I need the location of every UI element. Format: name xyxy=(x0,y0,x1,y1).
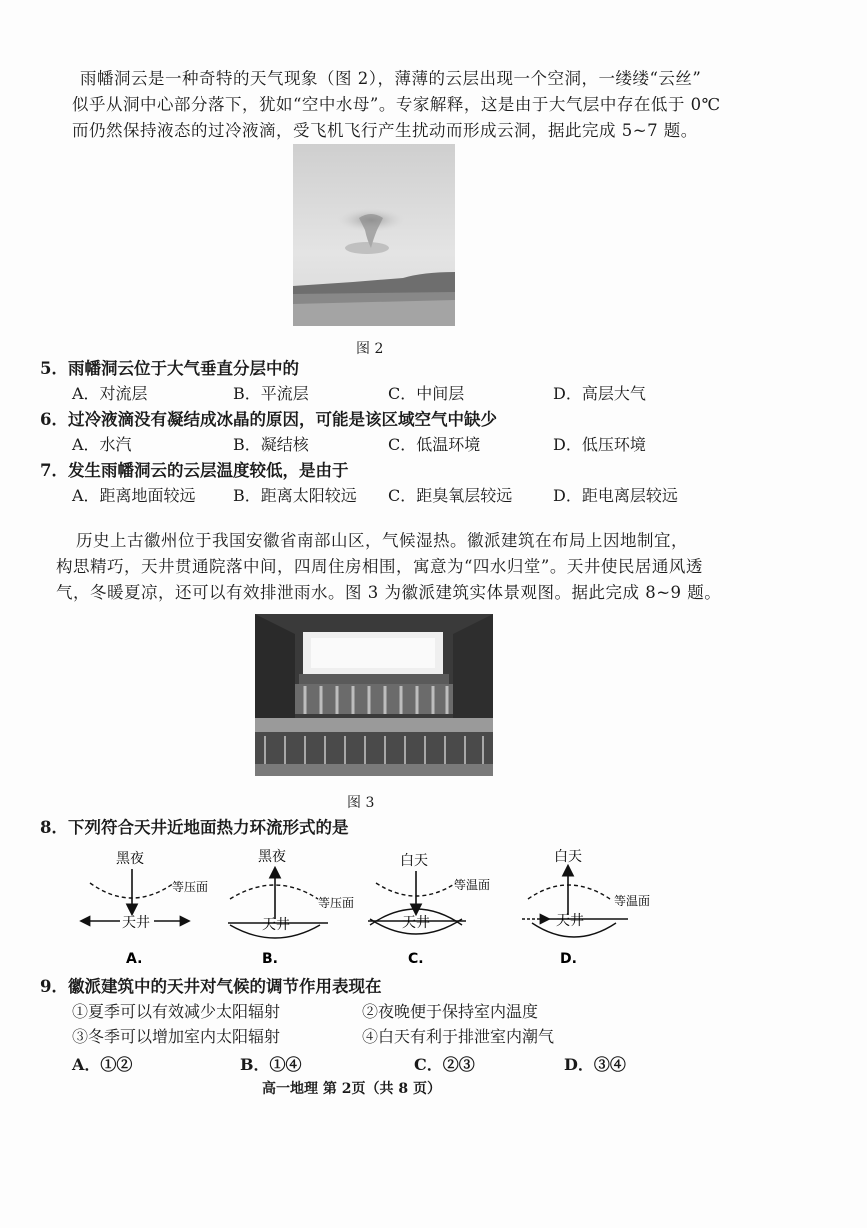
q5-option-a[interactable]: A．对流层 xyxy=(72,384,148,403)
q8-b-surface-label: 等压面 xyxy=(318,896,355,910)
q8-c-surface-label: 等温面 xyxy=(454,878,491,892)
q6-option-c[interactable]: C．低温环境 xyxy=(388,435,481,454)
q8-a-well-label: 天井 xyxy=(122,915,150,931)
q6-option-d[interactable]: D．低压环境 xyxy=(553,435,646,454)
question-5-stem: 5．雨幡洞云位于大气垂直分层中的 xyxy=(40,359,299,378)
q7-option-b[interactable]: B．距离太阳较远 xyxy=(233,486,357,505)
passage-1-line-1: 雨幡洞云是一种奇特的天气现象（图 2），薄薄的云层出现一个空洞，一缕缕“云丝” xyxy=(80,69,702,88)
q5-option-c[interactable]: C．中间层 xyxy=(388,384,465,403)
q7-option-c[interactable]: C．距臭氧层较远 xyxy=(388,486,513,505)
q9-option-a[interactable]: A．①② xyxy=(72,1055,133,1074)
passage-2 xyxy=(56,528,846,606)
q9-option-b[interactable]: B．①④ xyxy=(240,1055,302,1074)
q6-option-b[interactable]: B．凝结核 xyxy=(233,435,309,454)
q8-diagrams xyxy=(70,843,700,968)
q6-option-a[interactable]: A．水汽 xyxy=(72,435,132,454)
question-7-stem: 7．发生雨幡洞云的云层温度较低，是由于 xyxy=(40,461,349,480)
q8-diagram-b[interactable] xyxy=(228,849,354,967)
passage-2-line-2: 构思精巧，天井贯通院落中间，四周住房相围，寓意为“四水归堂”。天井使民居通风透 xyxy=(56,557,703,576)
q9-statement-4: ④白天有利于排泄室内潮气 xyxy=(362,1027,555,1046)
q8-a-time-label: 黑夜 xyxy=(116,851,144,867)
q7-option-d[interactable]: D．距电离层较远 xyxy=(553,486,678,505)
q8-b-letter: B. xyxy=(262,951,278,967)
figure-3-courtyard-photo xyxy=(255,614,493,776)
q5-option-b[interactable]: B．平流层 xyxy=(233,384,309,403)
question-9-stem: 9．徽派建筑中的天井对气候的调节作用表现在 xyxy=(40,977,382,996)
q8-diagram-d[interactable] xyxy=(522,849,650,967)
q8-b-well-label: 天井 xyxy=(262,917,290,933)
passage-1-line-2: 似乎从洞中心部分落下，犹如“空中水母”。专家解释，这是由于大气层中存在低于 0℃ xyxy=(72,95,721,114)
q5-option-d[interactable]: D．高层大气 xyxy=(553,384,646,403)
q8-d-well-label: 天井 xyxy=(556,913,584,929)
q8-c-well-label: 天井 xyxy=(402,915,430,931)
passage-1-line-3: 而仍然保持液态的过冷液滴，受飞机飞行产生扰动而形成云洞，据此完成 5~7 题。 xyxy=(72,121,698,140)
figure-2-cloud-photo xyxy=(293,144,455,326)
q7-option-a[interactable]: A．距离地面较远 xyxy=(72,486,196,505)
passage-2-line-1: 历史上古徽州位于我国安徽省南部山区，气候湿热。徽派建筑在布局上因地制宜， xyxy=(76,531,688,550)
passage-1 xyxy=(72,66,832,144)
q8-diagram-a[interactable] xyxy=(82,851,208,967)
q8-d-time-label: 白天 xyxy=(554,849,582,865)
q9-option-c[interactable]: C．②③ xyxy=(414,1055,475,1074)
q8-b-time-label: 黑夜 xyxy=(258,849,286,865)
figure-3-caption: 图 3 xyxy=(347,795,375,811)
q9-statement-2: ②夜晚便于保持室内温度 xyxy=(362,1002,539,1021)
q9-statement-3: ③冬季可以增加室内太阳辐射 xyxy=(72,1027,281,1046)
q8-b-isobar xyxy=(230,885,318,899)
question-6-stem: 6．过冷液滴没有凝结成冰晶的原因，可能是该区域空气中缺少 xyxy=(40,410,497,429)
q8-a-surface-label: 等压面 xyxy=(172,880,209,894)
q9-statement-1: ①夏季可以有效减少太阳辐射 xyxy=(72,1002,281,1021)
passage-2-line-3: 气，冬暖夏凉，还可以有效排泄雨水。图 3 为徽派建筑实体景观图。据此完成 8~9 题。 xyxy=(56,583,722,602)
figure-2-caption: 图 2 xyxy=(356,341,384,357)
q8-d-letter: D. xyxy=(560,951,577,967)
question-8-stem: 8．下列符合天井近地面热力环流形式的是 xyxy=(40,818,349,837)
q8-c-time-label: 白天 xyxy=(400,853,428,869)
q8-d-isotherm xyxy=(528,885,610,899)
q9-option-d[interactable]: D．③④ xyxy=(564,1055,626,1074)
page-footer: 高一地理 第 2页（共 8 页） xyxy=(262,1081,441,1097)
q8-c-letter: C. xyxy=(408,951,424,967)
q8-a-letter: A. xyxy=(126,951,143,967)
q8-d-surface-label: 等温面 xyxy=(614,894,651,908)
q8-diagram-c[interactable] xyxy=(368,853,490,967)
